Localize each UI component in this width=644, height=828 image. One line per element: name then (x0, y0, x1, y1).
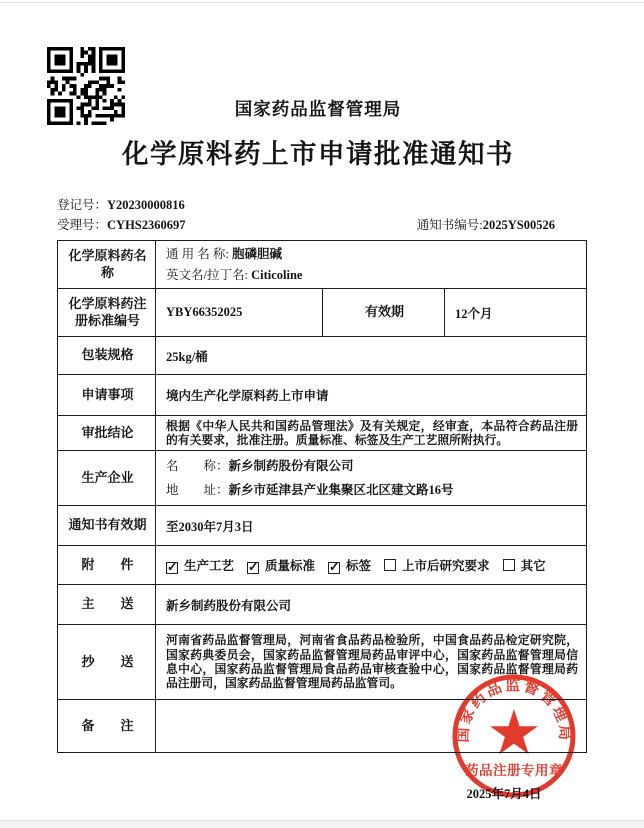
notice-number-value: 2025YS00526 (482, 218, 555, 232)
notice-validity-value: 至2030年7月3日 (156, 506, 587, 546)
application-value: 境内生产化学原料药上市申请 (156, 375, 587, 416)
drug-name-label: 化学原料药名称 (58, 241, 156, 289)
attachments-list (156, 546, 587, 585)
attachment-option (503, 559, 546, 573)
conclusion-label: 审批结论 (58, 416, 156, 451)
acceptance-number-value: CYHS2360697 (107, 218, 186, 232)
english-name-label: 英文名/拉丁名: (166, 267, 248, 282)
standard-number-label: 化学原料药注册标准编号 (58, 289, 156, 337)
notice-number-label: 通知书编号: (416, 218, 483, 232)
table-row-conclusion (58, 416, 587, 451)
main-recipient-value: 新乡制药股份有限公司 (156, 585, 587, 625)
drug-name-cell (156, 241, 587, 289)
attachment-option-label: 标签 (346, 559, 372, 573)
manufacturer-address-label: 地 址： (166, 483, 229, 497)
agency-title: 国家药品监督管理局 (234, 99, 402, 119)
checkbox-unchecked-icon (503, 559, 515, 571)
manufacturer-label: 生产企业 (58, 451, 156, 506)
standard-number-value: YBY66352025 (156, 289, 323, 337)
attachment-option-label: 其它 (520, 559, 546, 573)
attachment-option-label: 质量标准 (265, 559, 316, 573)
conclusion-value: 根据《中华人民共和国药品管理法》及有关规定，经审查，本品符合药品注册的有关要求，批准注册。质量标准、标签及生产工艺照所附执行。 (156, 416, 587, 451)
seal-bottom-text: 药品注册专用章 (465, 763, 563, 778)
english-name-line (166, 265, 578, 286)
manufacturer-address-line (166, 478, 578, 502)
table-row-notice-validity (58, 506, 587, 546)
manufacturer-name-label: 名 称： (166, 459, 229, 473)
validity-label: 有效期 (323, 289, 445, 337)
notice-validity-label: 通知书有效期 (58, 506, 156, 546)
acceptance-number-label: 受理号： (57, 218, 108, 232)
package-value: 25kg/桶 (156, 337, 587, 375)
main-recipient-label: 主 送 (58, 585, 156, 625)
table-row-drug-name (58, 241, 587, 289)
attachment-option (328, 559, 371, 573)
table-row-main-recipient (58, 585, 587, 625)
attachments-label: 附 件 (58, 546, 156, 585)
checkbox-unchecked-icon (384, 559, 396, 571)
page-top-edge (0, 2, 644, 3)
generic-name-line (166, 244, 578, 265)
checkbox-checked-icon: ✓ (248, 560, 259, 574)
generic-name-value: 胞磷胆碱 (231, 246, 282, 261)
cc-value: 河南省药品监督管理局，河南省食品药品检验所，中国食品药品检定研究院，国家药典委员会，国家药品监督管理局药品审评中心，国家药品监督管理局信息中心，国家药品监督管理局食品药品审核查验中心，国家药品监督管理局药品注册司，国家药品监督管理局药品监管司。 (156, 625, 587, 700)
table-row-package (58, 337, 587, 375)
attachment-option (166, 559, 234, 573)
attachment-option (247, 559, 315, 573)
validity-value: 12个月 (445, 289, 587, 337)
page-bottom-edge (0, 820, 644, 828)
checkbox-checked-icon: ✓ (329, 560, 340, 574)
manufacturer-name-line (166, 454, 578, 478)
table-row-attachments (58, 546, 587, 585)
acceptance-number-line (57, 217, 186, 233)
cc-label: 抄 送 (58, 625, 156, 700)
seal-ring-textpath: 国家药品监督管理局 (455, 677, 573, 743)
application-label: 申请事项 (58, 375, 156, 416)
english-name-value: Citicoline (251, 267, 303, 282)
official-red-seal (434, 656, 594, 820)
remarks-label: 备 注 (58, 700, 156, 753)
issue-date: 2025年7月4日 (466, 787, 542, 801)
seal-star-icon (490, 709, 538, 754)
package-label: 包装规格 (58, 337, 156, 375)
checkbox-checked-icon: ✓ (167, 560, 178, 574)
document-title: 化学原料药上市申请批准通知书 (122, 139, 514, 169)
attachment-option-label: 生产工艺 (184, 559, 235, 573)
table-row-standard-number (58, 289, 587, 337)
manufacturer-cell (156, 451, 587, 506)
registration-number-line (57, 197, 185, 213)
attachment-option (384, 559, 490, 573)
registration-number-value: Y20230000816 (107, 198, 185, 212)
table-row-manufacturer (58, 451, 587, 506)
table-row-application (58, 375, 587, 416)
manufacturer-name-value: 新乡制药股份有限公司 (228, 459, 354, 473)
registration-number-label: 登记号： (57, 198, 108, 212)
attachment-option-label: 上市后研究要求 (402, 559, 490, 573)
manufacturer-address-value: 新乡市延津县产业集聚区北区建文路16号 (228, 483, 454, 497)
generic-name-label: 通 用 名 称: (166, 246, 229, 261)
notice-number-line (280, 217, 555, 233)
